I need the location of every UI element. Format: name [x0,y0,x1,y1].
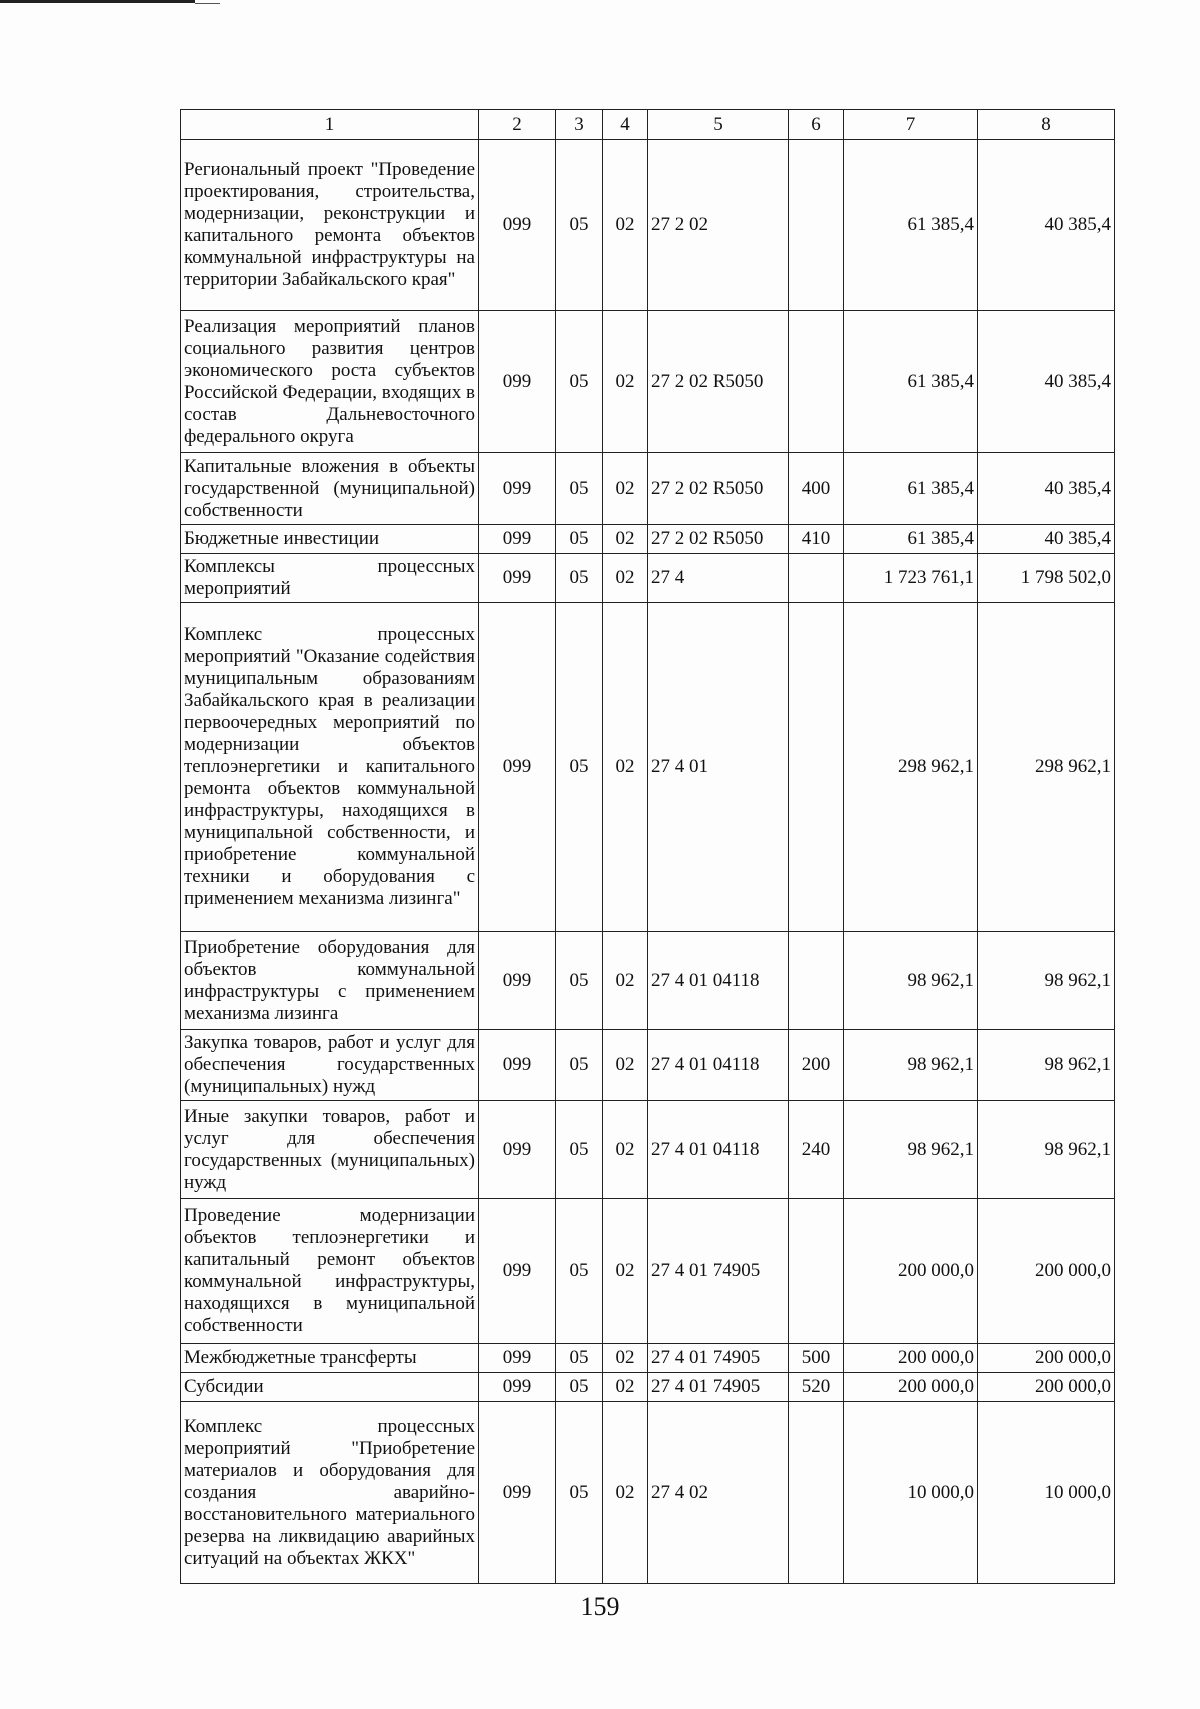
target-article-cell: 27 2 02 R5050 [648,453,789,525]
row-name-cell: Приобретение оборудования для объектов коммунальной инфраструктуры с применением механизма лизинга [181,932,479,1030]
table-row [181,554,1115,603]
header-cell: 2 [479,110,556,140]
table-row [181,1402,1115,1584]
amount-year1-cell: 10 000,0 [844,1402,978,1584]
chapter-code-cell: 099 [479,554,556,603]
subsection-code-cell: 02 [603,1344,648,1373]
subsection-code-cell: 02 [603,1030,648,1101]
amount-year1-cell: 61 385,4 [844,453,978,525]
target-article-cell: 27 4 01 04118 [648,1101,789,1199]
target-article-cell: 27 4 [648,554,789,603]
chapter-code-cell: 099 [479,1344,556,1373]
row-name-cell: Комплекс процессных мероприятий "Приобретение материалов и оборудования для создания аварийно-восстановительного материального резерва на ликвидацию аварийных ситуаций на объектах ЖКХ" [181,1402,479,1584]
amount-year2-cell: 98 962,1 [978,1101,1115,1199]
amount-year2-cell: 40 385,4 [978,525,1115,554]
subsection-code-cell: 02 [603,603,648,932]
amount-year2-cell: 200 000,0 [978,1373,1115,1402]
section-code-cell: 05 [556,1030,603,1101]
subsection-code-cell: 02 [603,932,648,1030]
amount-year1-cell: 61 385,4 [844,140,978,311]
page-number: 159 [580,1592,620,1621]
header-cell: 1 [181,110,479,140]
chapter-code-cell: 099 [479,1030,556,1101]
chapter-code-cell: 099 [479,603,556,932]
amount-year2-cell: 40 385,4 [978,453,1115,525]
target-article-cell: 27 4 01 [648,603,789,932]
expense-type-cell: 240 [789,1101,844,1199]
amount-year1-cell: 61 385,4 [844,525,978,554]
target-article-cell: 27 2 02 R5050 [648,311,789,453]
target-article-cell: 27 2 02 R5050 [648,525,789,554]
amount-year2-cell: 10 000,0 [978,1402,1115,1584]
header-cell: 5 [648,110,789,140]
subsection-code-cell: 02 [603,1373,648,1402]
expense-type-cell [789,1402,844,1584]
table-row [181,1344,1115,1373]
row-name-cell: Межбюджетные трансферты [181,1344,479,1373]
budget-table [180,109,1115,1584]
chapter-code-cell: 099 [479,1101,556,1199]
amount-year1-cell: 61 385,4 [844,311,978,453]
section-code-cell: 05 [556,311,603,453]
expense-type-cell [789,554,844,603]
section-code-cell: 05 [556,525,603,554]
amount-year1-cell: 200 000,0 [844,1373,978,1402]
top-edge-rule [0,0,195,3]
amount-year2-cell: 298 962,1 [978,603,1115,932]
subsection-code-cell: 02 [603,140,648,311]
row-name-cell: Иные закупки товаров, работ и услуг для обеспечения государственных (муниципальных) нужд [181,1101,479,1199]
amount-year2-cell: 40 385,4 [978,311,1115,453]
amount-year1-cell: 200 000,0 [844,1199,978,1344]
expense-type-cell [789,932,844,1030]
amount-year1-cell: 98 962,1 [844,1030,978,1101]
expense-type-cell: 400 [789,453,844,525]
table-row [181,1199,1115,1344]
target-article-cell: 27 2 02 [648,140,789,311]
expense-type-cell [789,140,844,311]
amount-year1-cell: 1 723 761,1 [844,554,978,603]
row-name-cell: Субсидии [181,1373,479,1402]
chapter-code-cell: 099 [479,1402,556,1584]
table-row [181,932,1115,1030]
header-cell: 3 [556,110,603,140]
top-edge-rule-thin [195,3,220,4]
expense-type-cell [789,1199,844,1344]
amount-year1-cell: 298 962,1 [844,603,978,932]
subsection-code-cell: 02 [603,1199,648,1344]
subsection-code-cell: 02 [603,554,648,603]
expense-type-cell: 410 [789,525,844,554]
table-row [181,453,1115,525]
chapter-code-cell: 099 [479,140,556,311]
table-row [181,1101,1115,1199]
row-name-cell: Проведение модернизации объектов теплоэнергетики и капитальный ремонт объектов коммунальной инфраструктуры, находящихся в муниципальной собственности [181,1199,479,1344]
section-code-cell: 05 [556,1402,603,1584]
amount-year2-cell: 200 000,0 [978,1344,1115,1373]
chapter-code-cell: 099 [479,311,556,453]
amount-year2-cell: 40 385,4 [978,140,1115,311]
section-code-cell: 05 [556,140,603,311]
table-body [181,140,1115,1584]
row-name-cell: Комплексы процессных мероприятий [181,554,479,603]
target-article-cell: 27 4 01 04118 [648,1030,789,1101]
chapter-code-cell: 099 [479,932,556,1030]
header-cell: 6 [789,110,844,140]
expense-type-cell: 500 [789,1344,844,1373]
table-row [181,525,1115,554]
target-article-cell: 27 4 01 74905 [648,1373,789,1402]
amount-year2-cell: 200 000,0 [978,1199,1115,1344]
header-cell: 8 [978,110,1115,140]
target-article-cell: 27 4 01 04118 [648,932,789,1030]
amount-year2-cell: 98 962,1 [978,932,1115,1030]
section-code-cell: 05 [556,1101,603,1199]
section-code-cell: 05 [556,603,603,932]
section-code-cell: 05 [556,1344,603,1373]
subsection-code-cell: 02 [603,525,648,554]
table-row [181,1373,1115,1402]
expense-type-cell: 200 [789,1030,844,1101]
header-cell: 7 [844,110,978,140]
amount-year1-cell: 98 962,1 [844,1101,978,1199]
target-article-cell: 27 4 01 74905 [648,1199,789,1344]
chapter-code-cell: 099 [479,525,556,554]
section-code-cell: 05 [556,932,603,1030]
chapter-code-cell: 099 [479,453,556,525]
subsection-code-cell: 02 [603,1402,648,1584]
target-article-cell: 27 4 02 [648,1402,789,1584]
chapter-code-cell: 099 [479,1373,556,1402]
row-name-cell: Закупка товаров, работ и услуг для обеспечения государственных (муниципальных) нужд [181,1030,479,1101]
section-code-cell: 05 [556,554,603,603]
row-name-cell: Региональный проект "Проведение проектирования, строительства, модернизации, реконструкции и капитального ремонта объектов коммунальной инфраструктуры на территории Забайкальского края" [181,140,479,311]
amount-year1-cell: 98 962,1 [844,932,978,1030]
target-article-cell: 27 4 01 74905 [648,1344,789,1373]
table-row [181,603,1115,932]
row-name-cell: Комплекс процессных мероприятий "Оказание содействия муниципальным образованиям Забайкальского края в реализации первоочередных мероприятий по модернизации объектов теплоэнергетики и капитального ремонта объектов коммунальной инфраструктуры, находящихся в муниципальной собственности, и приобретение коммунальной техники и оборудования с применением механизма лизинга" [181,603,479,932]
table-row [181,140,1115,311]
expense-type-cell [789,603,844,932]
table-header-row [181,110,1115,140]
row-name-cell: Капитальные вложения в объекты государственной (муниципальной) собственности [181,453,479,525]
amount-year1-cell: 200 000,0 [844,1344,978,1373]
amount-year2-cell: 1 798 502,0 [978,554,1115,603]
subsection-code-cell: 02 [603,453,648,525]
section-code-cell: 05 [556,453,603,525]
header-cell: 4 [603,110,648,140]
table-row [181,311,1115,453]
section-code-cell: 05 [556,1199,603,1344]
expense-type-cell [789,311,844,453]
row-name-cell: Бюджетные инвестиции [181,525,479,554]
subsection-code-cell: 02 [603,311,648,453]
section-code-cell: 05 [556,1373,603,1402]
chapter-code-cell: 099 [479,1199,556,1344]
table-row [181,1030,1115,1101]
subsection-code-cell: 02 [603,1101,648,1199]
amount-year2-cell: 98 962,1 [978,1030,1115,1101]
expense-type-cell: 520 [789,1373,844,1402]
row-name-cell: Реализация мероприятий планов социального развития центров экономического роста субъектов Российской Федерации, входящих в состав Дальневосточного федерального округа [181,311,479,453]
